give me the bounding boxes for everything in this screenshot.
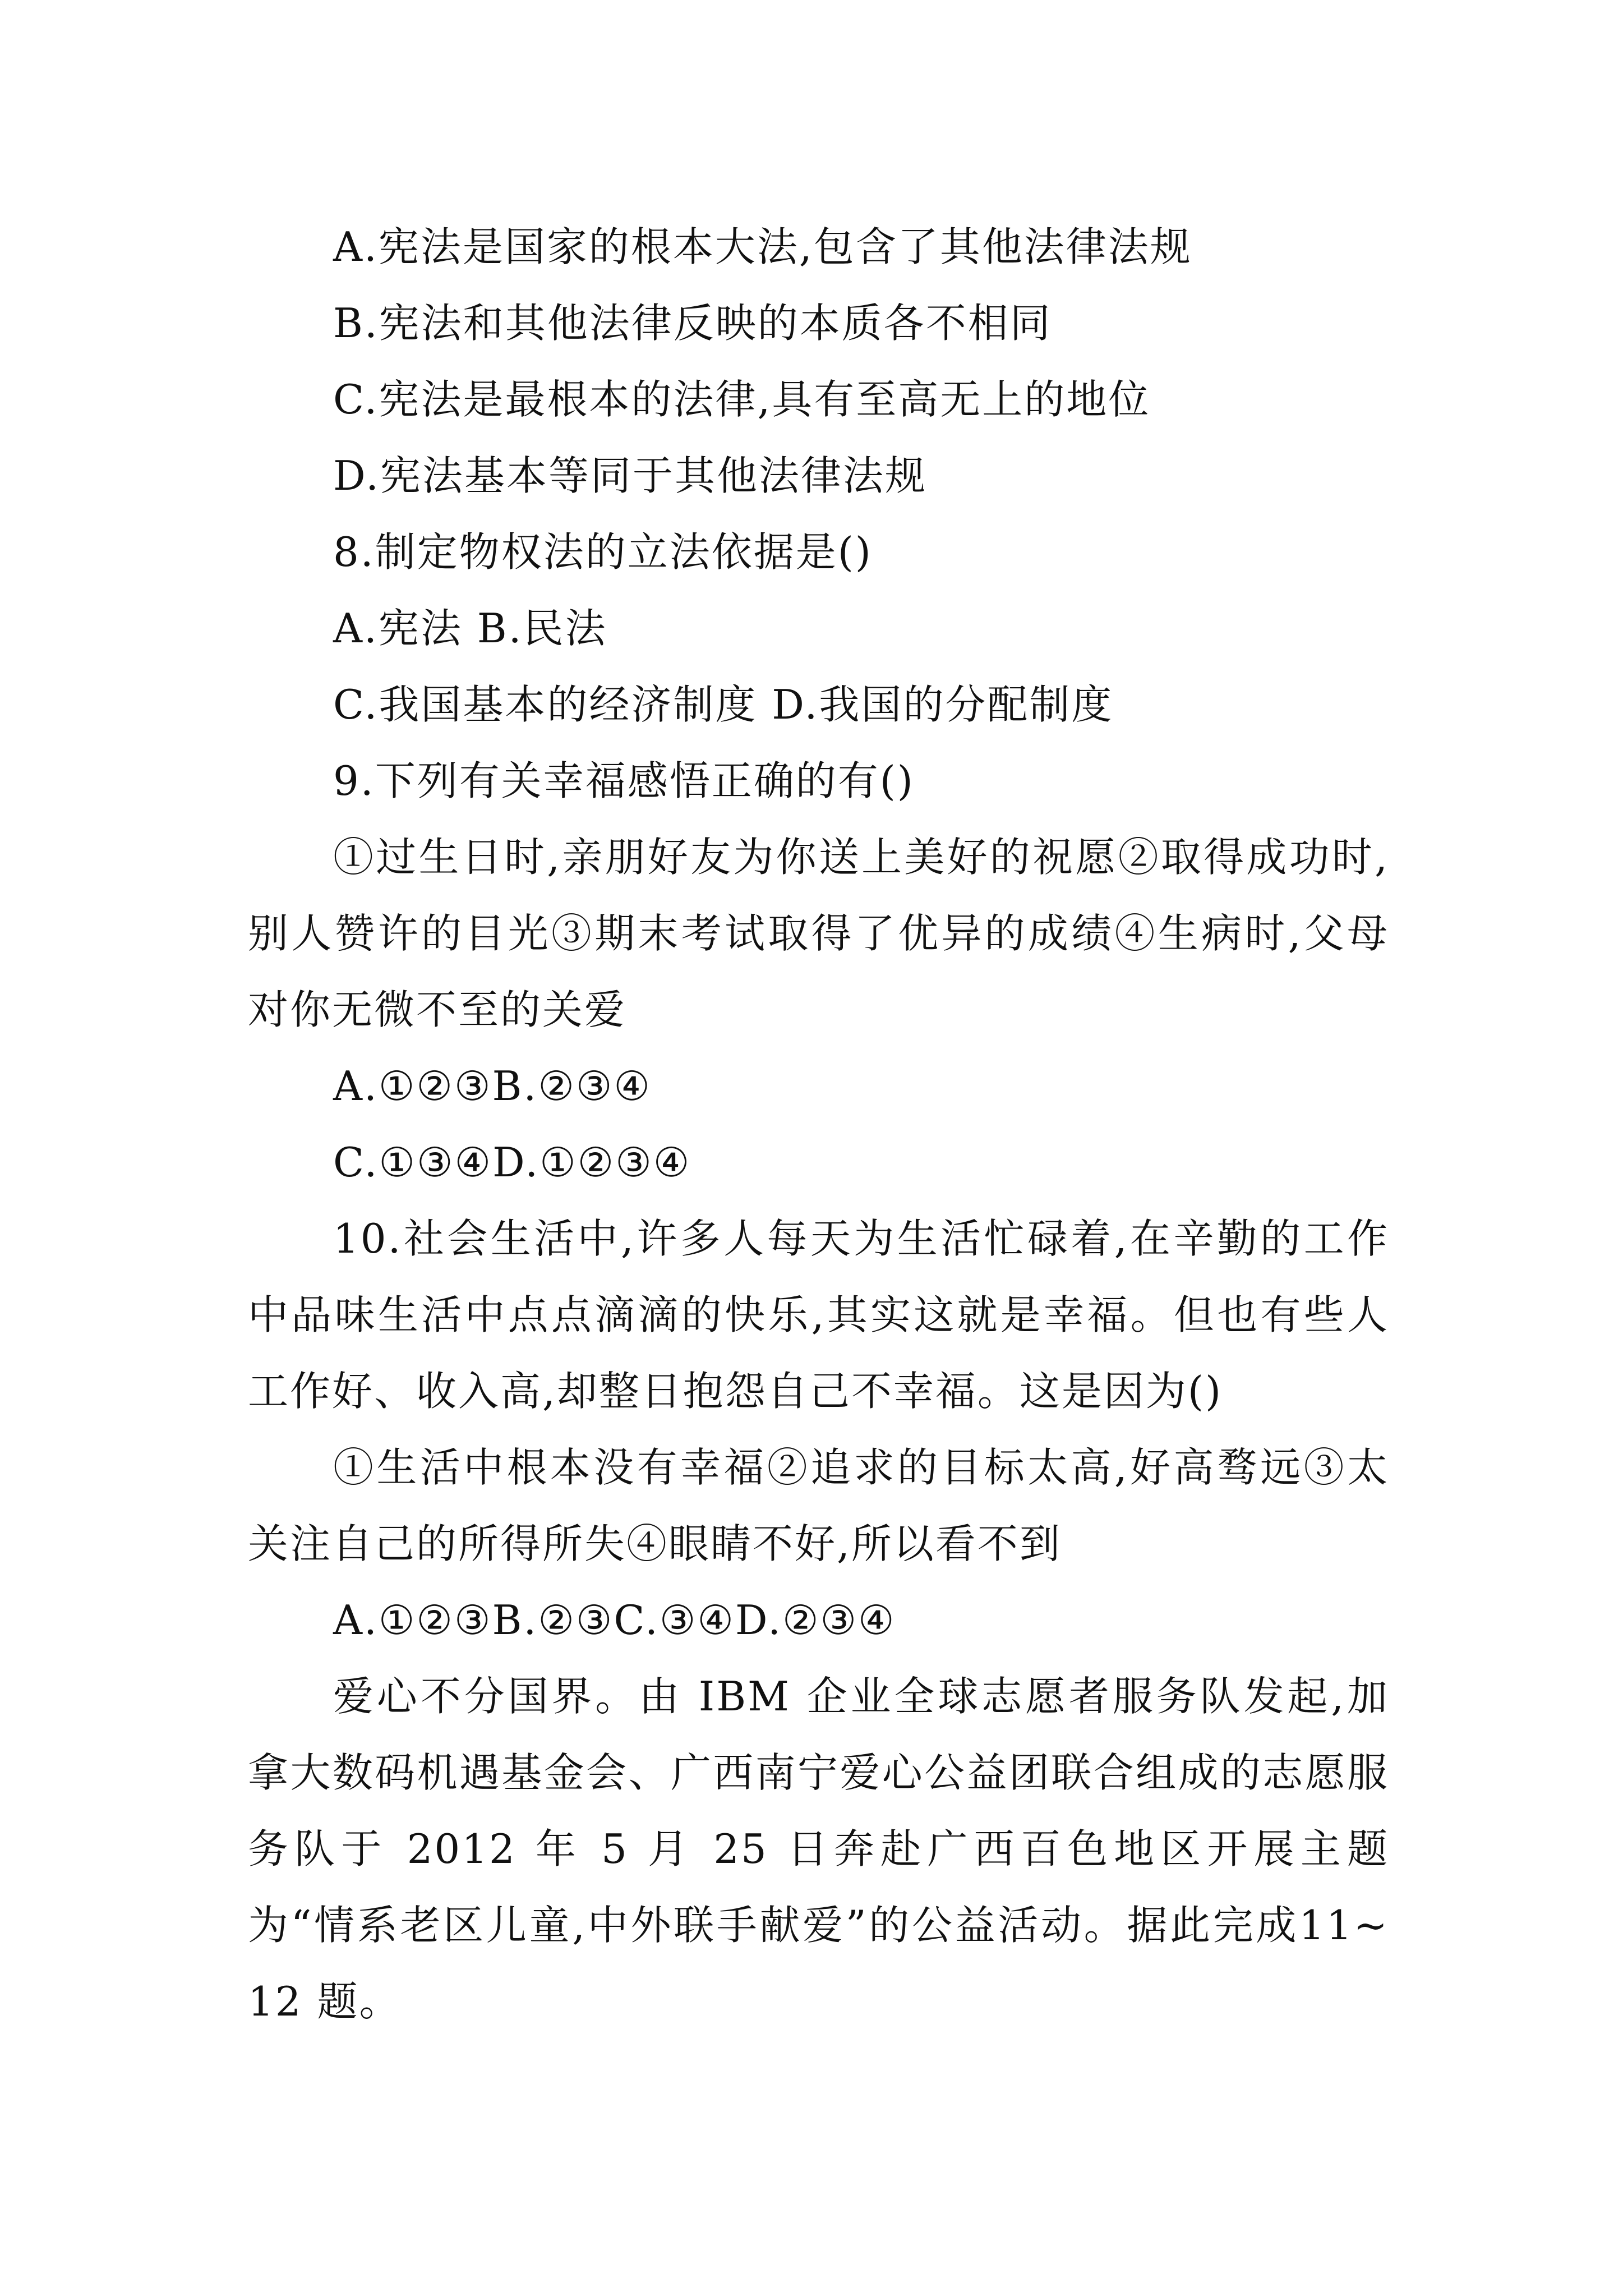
q7-option-c: C.宪法是最根本的法律,具有至高无上的地位 (333, 376, 1151, 423)
q9-stem: 9.下列有关幸福感悟正确的有() (333, 757, 915, 804)
q7-option-d: D.宪法基本等同于其他法律法规 (333, 452, 928, 499)
q10-stem: 10.社会生活中,许多人每天为生活忙碌着,在辛勤的工作中品味生活中点点滴滴的快乐,其实这就是幸福。但也有些人工作好、收入高,却整日抱怨自己不幸福。这是因为() (248, 1215, 1389, 1415)
q9-statements: ①过生日时,亲朋好友为你送上美好的祝愿②取得成功时,别人赞许的目光③期末考试取得了优异的成绩④生病时,父母对你无微不至的关爱 (248, 834, 1389, 1033)
q7-option-a: A.宪法是国家的根本大法,包含了其他法律法规 (333, 223, 1192, 270)
q10-options: A.①②③B.②③C.③④D.②③④ (333, 1596, 896, 1644)
reading-passage: 爱心不分国界。由 IBM 企业全球志愿者服务队发起,加拿大数码机遇基金会、广西南宁爱心公益团联合组成的志愿服务队于 2012 年 5 月 25 日奔赴广西百色地区开展主题为“情系老区儿童,中外联手献爱”的公益活动。据此完成11~12 题。 (248, 1673, 1389, 2025)
q8-stem: 8.制定物权法的立法依据是() (333, 528, 873, 576)
q7-option-b: B.宪法和其他法律反映的本质各不相同 (333, 300, 1052, 347)
q9-options-ab: A.①②③B.②③④ (333, 1062, 652, 1110)
q10-statements: ①生活中根本没有幸福②追求的目标太高,好高骛远③太关注自己的所得所失④眼睛不好,所以看不到 (248, 1444, 1389, 1567)
q8-options-cd: C.我国基本的经济制度 D.我国的分配制度 (333, 681, 1114, 728)
document-body (248, 209, 1389, 2040)
q9-options-cd: C.①③④D.①②③④ (333, 1139, 691, 1186)
q8-options-ab: A.宪法 B.民法 (333, 605, 607, 652)
